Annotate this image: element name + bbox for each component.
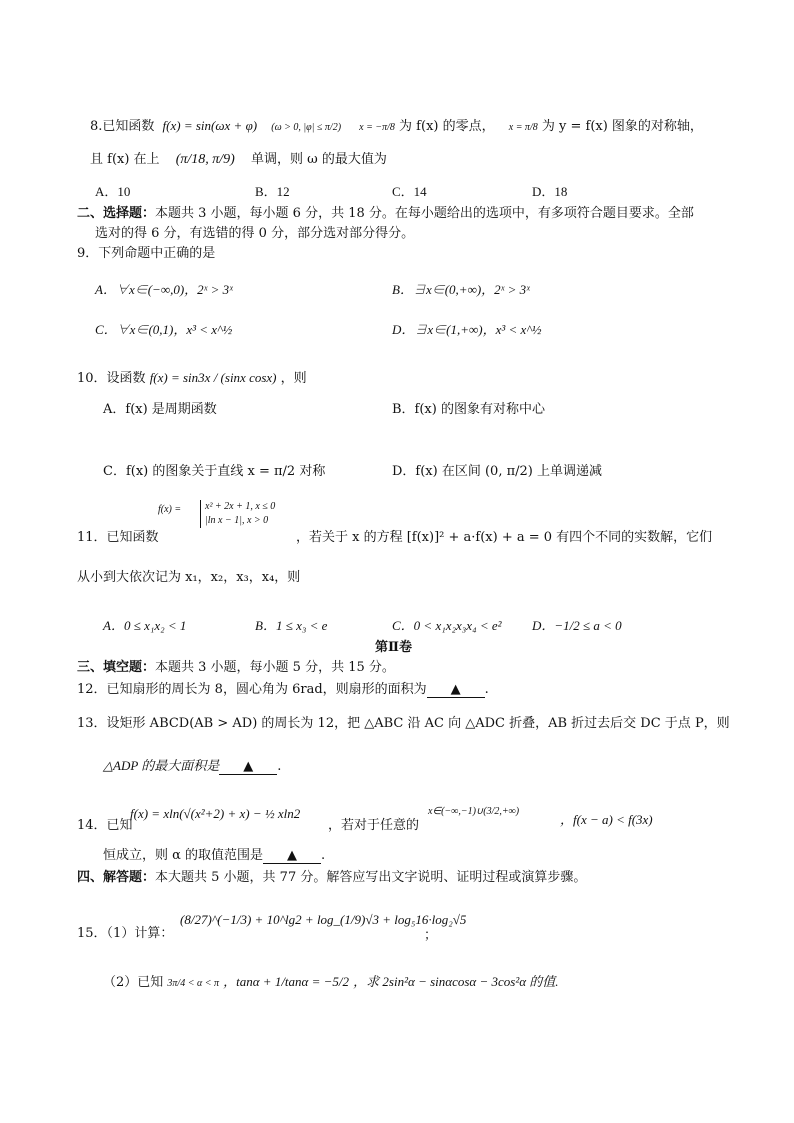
q14-blank[interactable]: ▲ [263,849,321,864]
q11-line2: 从小到大依次记为 x₁，x₂，x₃，x₄，则 [77,570,301,585]
q8-axis: x = π/8 [508,122,538,133]
q11-stem-mid: ，若关于 x 的方程 [f(x)]² + a·f(x) + a = 0 有四个不同的实数解，它们 [296,530,713,545]
q8-interval: (π/18, π/9) [175,152,235,167]
q8-line2-suffix: 单调，则 ω 的最大值为 [250,152,387,167]
q12 [77,682,489,698]
q8-prefix: 8.已知函数 [90,119,155,134]
q13-text: 13．设矩形 ABCD(AB > AD) 的周长为 12，把 △ABC 沿 AC 向 △ADC 折叠，AB 折过去后交 DC 于点 P，则 [77,716,730,731]
q10-suffix: ，则 [280,371,307,386]
section2-line1 [77,206,694,222]
q8-option-d: D．18 [532,184,568,199]
q11-piece2: |ln x − 1|, x > 0 [205,515,269,526]
q9-option-c: C．∀x∈(0,1)，x³ < x^½ [95,322,233,337]
q14-line2-text: 恒成立，则 α 的取值范围是 [103,848,264,863]
q14-mid: ，若对于任意的 [328,818,420,833]
q8-zero: x = −π/8 [359,122,395,133]
q15-p2-cond1: 3π/4 < α < π [167,978,219,989]
section3-title: 三、填空题： [77,660,156,675]
q13-line2 [103,758,281,775]
section4-line [77,870,586,886]
q13-end: . [277,759,282,774]
q11-stem [77,530,159,546]
q14-domain: x∈(−∞,−1)∪(3/2,+∞) [428,806,520,817]
q11-piece-label: f(x) = [158,504,182,515]
q15-p2-cond2: ，tanα + 1/tanα = −5/2 [223,974,350,989]
q13-line2-text: △ADP 的最大面积是 [103,758,220,773]
q10-function: f(x) = sin3x / (sinx cosx) [149,370,277,385]
q10-option-d: D．f(x) 在区间 (0, π/2) 上单调递减 [392,464,602,479]
q15-p2-prefix: （2）已知 [103,975,164,990]
section4-text: 本大题共 5 小题，共 77 分。解答应写出文字说明、证明过程或演算步骤。 [155,870,587,885]
q8-zero-text: 为 f(x) 的零点， [399,119,495,134]
q15-p1-expr: (8/27)^(−1/3) + 10^lg2 + log_(1/9)√3 + log₅16·log₂√5 [180,912,467,927]
q14-end: . [321,848,326,863]
q9-option-a: A．∀x∈(−∞,0)，2ˣ > 3ˣ [95,282,233,297]
section2-text1: 本题共 3 小题，每小题 6 分，共 18 分。在每小题给出的选项中，有多项符合题目要求。全部 [155,206,694,221]
q8-line1 [90,118,703,136]
q14-cond: ，f(x − a) < f(3x) [560,812,653,827]
q10-stem [77,370,307,387]
section3-text: 本题共 3 小题，每小题 5 分，共 15 分。 [155,660,395,675]
q8-condition: (ω > 0, |φ| ≤ π/2) [271,122,342,133]
q10-prefix: 10．设函数 [77,371,146,386]
section3-line [77,660,395,676]
section2-text2: 选对的得 6 分，有选错的得 0 分，部分选对部分得分。 [95,226,415,241]
section4-title: 四、解答题： [77,870,156,885]
q8-option-c: C．14 [392,184,427,199]
q11-option-a: A．0 ≤ x₁x₂ < 1 [103,618,187,633]
q11-prefix: 11．已知函数 [77,530,159,545]
q11-piece1: x² + 2x + 1, x ≤ 0 [205,501,276,512]
q13-blank[interactable]: ▲ [219,760,277,775]
q10-option-b: B．f(x) 的图象有对称中心 [392,402,545,417]
q8-line2-prefix: 且 f(x) 在上 [90,152,160,167]
q12-blank[interactable]: ▲ [427,683,485,698]
q12-text: 12．已知扇形的周长为 8，圆心角为 6rad，则扇形的面积为 [77,682,427,697]
part2-title: 第Ⅱ卷 [375,640,412,655]
q14-prefix: 14．已知 [77,818,133,833]
q8-axis-text: 为 y = f(x) 图象的对称轴， [541,119,703,134]
q9-option-d: D．∃x∈(1,+∞)，x³ < x^½ [392,322,542,337]
q8-function: f(x) = sin(ωx + φ) [162,118,258,133]
q15-p1-end: ； [424,928,438,943]
q9-stem: 9．下列命题中正确的是 [77,246,216,261]
q9-option-b: B．∃x∈(0,+∞)，2ˣ > 3ˣ [392,282,530,297]
q11-option-c: C．0 < x₁x₂x₃x₄ < e² [392,618,502,633]
section2-title: 二、选择题： [77,206,156,221]
q10-option-a: A．f(x) 是周期函数 [103,402,217,417]
q8-option-b: B．12 [255,184,290,199]
q11-option-b: B．1 ≤ x₃ < e [255,618,328,633]
q8-option-a: A．10 [95,184,131,199]
q14-line2 [103,848,325,864]
q8-line2 [90,152,387,168]
q14-function: f(x) = xln(√(x²+2) + x) − ½ xln2 [130,806,301,821]
q10-option-c: C．f(x) 的图象关于直线 x = π/2 对称 [103,464,326,479]
q15-p1-prefix: 15．（1）计算： [77,926,174,941]
q12-end: . [484,682,489,697]
q15-p2-suffix: ，求 2sin²α − sinαcosα − 3cos²α 的值. [353,974,559,989]
q15-p2 [103,974,559,992]
q11-piecewise [200,500,275,528]
q11-option-d: D．−1/2 ≤ a < 0 [532,618,622,633]
